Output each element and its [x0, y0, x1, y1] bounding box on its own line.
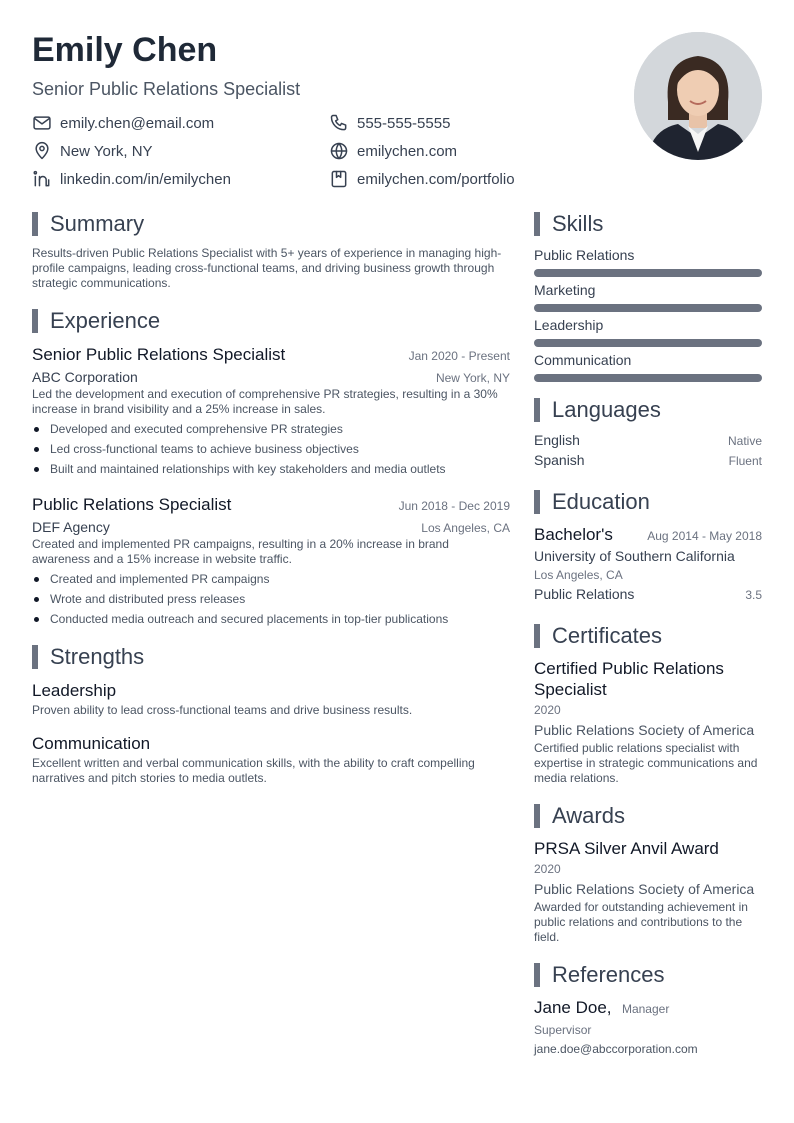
list-item: Led cross-functional teams to achieve business objectives [32, 439, 510, 459]
phone-icon [329, 113, 349, 133]
bullet-icon [34, 577, 39, 582]
job-entry [32, 343, 510, 479]
contact-email[interactable] [32, 112, 329, 134]
language-item [534, 452, 762, 468]
award-issuer: Public Relations Society of America [534, 881, 755, 897]
language-level: Native [727, 434, 762, 448]
contact-website[interactable] [329, 140, 612, 162]
job-company: DEF Agency [32, 519, 110, 535]
linkedin-text: linkedin.com/in/emilychen [60, 170, 231, 188]
language-name: English [534, 432, 580, 448]
job-bullets [32, 569, 510, 629]
experience-heading: Experience [32, 307, 510, 335]
skill-bar [534, 339, 762, 347]
strength-item [32, 679, 510, 718]
map-pin-icon [32, 141, 52, 161]
reference-name-row [534, 997, 762, 1018]
job-bullets [32, 419, 510, 479]
contact-phone[interactable] [329, 112, 612, 134]
references-heading: References [534, 961, 762, 989]
candidate-name: Emily Chen [32, 31, 218, 69]
skill-name: Public Relations [534, 247, 635, 263]
email-text: emily.chen@email.com [60, 114, 215, 132]
skills-section [534, 210, 762, 382]
list-item: Wrote and distributed press releases [32, 589, 510, 609]
education-dates: Aug 2014 - May 2018 [647, 529, 762, 543]
school-location: Los Angeles, CA [534, 568, 623, 582]
certificates-section [534, 622, 762, 786]
bullet-icon [34, 597, 39, 602]
reference-name: Jane Doe, [534, 998, 612, 1017]
job-location: New York, NY [435, 371, 510, 385]
strength-text: Excellent written and verbal communication skills, with the ability to craft compelling narratives and pitch stories to media outlets. [32, 756, 475, 785]
strengths-heading: Strengths [32, 643, 510, 671]
certificates-heading: Certificates [534, 622, 762, 650]
job-location: Los Angeles, CA [421, 521, 510, 535]
skill-item [534, 281, 762, 312]
gpa: 3.5 [745, 588, 762, 602]
summary-section [32, 210, 510, 291]
skill-item [534, 316, 762, 347]
education-field-row [534, 586, 762, 602]
section-accent-bar [32, 645, 38, 669]
bullet-icon [34, 427, 39, 432]
contact-location [32, 140, 329, 162]
linkedin-icon [32, 169, 52, 189]
list-item: Created and implemented PR campaigns [32, 569, 510, 589]
languages-section [534, 396, 762, 468]
strength-text: Proven ability to lead cross-functional teams and drive business results. [32, 703, 413, 717]
profile-photo [634, 32, 762, 160]
skill-item [534, 351, 762, 382]
job-dates: Jan 2020 - Present [408, 349, 510, 363]
section-accent-bar [32, 212, 38, 236]
summary-text: Results-driven Public Relations Specialist with 5+ years of experience in managing high-profile campaigns, leading cross-functional teams, and driving business growth through strategic communications. [32, 246, 502, 290]
envelope-icon [32, 113, 52, 133]
certificate-year: 2020 [534, 703, 561, 717]
job-title: Senior Public Relations Specialist [32, 345, 286, 364]
degree: Bachelor's [534, 525, 613, 544]
field-of-study: Public Relations [534, 586, 635, 602]
candidate-title: Senior Public Relations Specialist [32, 79, 301, 99]
award-description: Awarded for outstanding achievement in public relations and contributions to the field. [534, 900, 748, 944]
skill-name: Marketing [534, 282, 596, 298]
bullet-icon [34, 447, 39, 452]
certificate-issuer: Public Relations Society of America [534, 722, 755, 738]
job-description: Created and implemented PR campaigns, resulting in a 20% increase in brand awareness and a 15% increase in website traffic. [32, 537, 449, 566]
contact-portfolio[interactable] [329, 168, 612, 190]
job-dates: Jun 2018 - Dec 2019 [398, 499, 510, 513]
website-text: emilychen.com [357, 142, 458, 160]
certificate-name: Certified Public Relations Specialist [534, 659, 724, 699]
list-item: Developed and executed comprehensive PR strategies [32, 419, 510, 439]
languages-heading: Languages [534, 396, 762, 424]
certificate-description: Certified public relations specialist with expertise in strategic communications and media relations. [534, 741, 758, 785]
avatar [634, 32, 762, 160]
contact-linkedin[interactable] [32, 168, 329, 190]
skill-name: Leadership [534, 317, 604, 333]
strength-name: Leadership [32, 681, 117, 700]
section-accent-bar [32, 309, 38, 333]
job-entry [32, 493, 510, 629]
section-accent-bar [534, 804, 540, 828]
award-year: 2020 [534, 862, 561, 876]
resume-header [32, 30, 612, 190]
bullet-icon [34, 617, 39, 622]
skill-bar [534, 374, 762, 382]
education-degree-row [534, 524, 762, 545]
job-title: Public Relations Specialist [32, 495, 232, 514]
portfolio-text: emilychen.com/portfolio [357, 170, 515, 188]
portfolio-icon [329, 169, 349, 189]
contact-list [32, 112, 612, 190]
skill-bar [534, 304, 762, 312]
globe-icon [329, 141, 349, 161]
section-accent-bar [534, 398, 540, 422]
experience-section [32, 307, 510, 629]
award-name: PRSA Silver Anvil Award [534, 839, 719, 858]
reference-relation: Supervisor [534, 1023, 592, 1037]
phone-text: 555-555-5555 [357, 114, 451, 132]
skill-name: Communication [534, 352, 632, 368]
language-item [534, 432, 762, 448]
bullet-icon [34, 467, 39, 472]
strength-item [32, 732, 510, 786]
references-section [534, 961, 762, 1058]
skill-bar [534, 269, 762, 277]
education-section [534, 488, 762, 602]
strengths-section [32, 643, 510, 786]
school-name: University of Southern California [534, 548, 735, 564]
job-description: Led the development and execution of comprehensive PR strategies, resulting in a 30% increase in brand visibility and a 25% increase in sales. [32, 387, 498, 416]
strength-name: Communication [32, 734, 151, 753]
language-level: Fluent [728, 454, 762, 468]
summary-heading: Summary [32, 210, 510, 238]
language-name: Spanish [534, 452, 585, 468]
job-company: ABC Corporation [32, 369, 138, 385]
education-heading: Education [534, 488, 762, 516]
list-item: Built and maintained relationships with key stakeholders and media outlets [32, 459, 510, 479]
left-column [32, 210, 510, 786]
reference-email[interactable]: jane.doe@abccorporation.com [534, 1042, 698, 1056]
reference-role: Manager [621, 1002, 670, 1016]
awards-heading: Awards [534, 802, 762, 830]
list-item: Conducted media outreach and secured placements in top-tier publications [32, 609, 510, 629]
section-accent-bar [534, 624, 540, 648]
location-text: New York, NY [60, 142, 153, 160]
skills-heading: Skills [534, 210, 762, 238]
skill-item [534, 246, 762, 277]
section-accent-bar [534, 490, 540, 514]
right-column [534, 210, 762, 1058]
section-accent-bar [534, 963, 540, 987]
section-accent-bar [534, 212, 540, 236]
awards-section [534, 802, 762, 945]
